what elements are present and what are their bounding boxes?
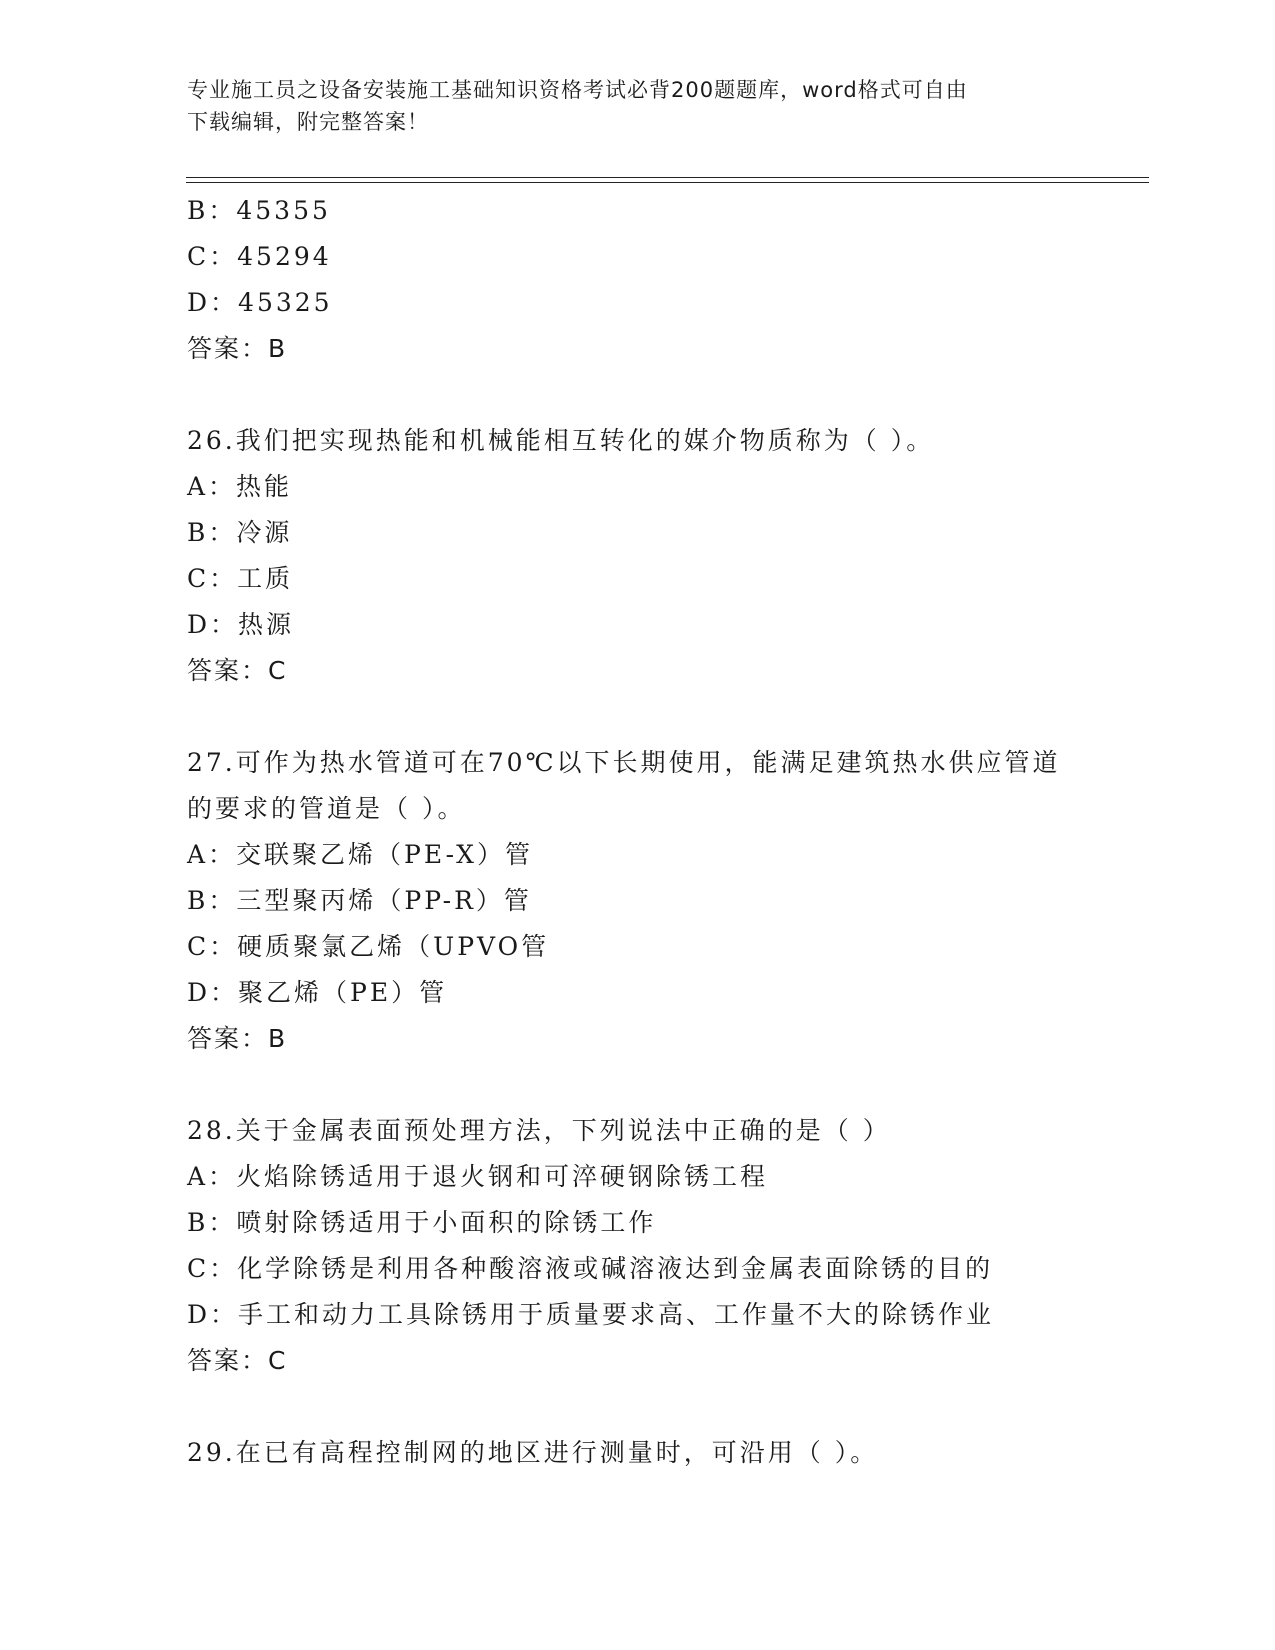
option-b: B：三型聚丙烯（PP-R）管	[187, 886, 532, 915]
question-28	[187, 1108, 1087, 1384]
option-b: B：45355	[187, 196, 331, 225]
question-29	[187, 1430, 1087, 1476]
question-list	[187, 188, 1087, 1476]
answer: 答案：C	[187, 656, 288, 685]
option-c: C：硬质聚氯乙烯（UPVO管	[187, 932, 550, 961]
question-stem: 28.关于金属表面预处理方法，下列说法中正确的是（ ）	[187, 1116, 891, 1145]
answer: 答案：B	[187, 1024, 288, 1053]
question-stem: 29.在已有高程控制网的地区进行测量时，可沿用（ ）。	[187, 1438, 879, 1467]
question-27	[187, 740, 1087, 1062]
option-a: A：交联聚乙烯（PE-X）管	[187, 840, 533, 869]
option-b: B：喷射除锈适用于小面积的除锈工作	[187, 1208, 657, 1237]
question-stem-line-2: 的要求的管道是（ ）。	[187, 794, 466, 823]
spacer	[187, 1062, 1087, 1108]
spacer	[187, 372, 1087, 418]
header-divider-bottom	[186, 182, 1149, 183]
header-divider-top	[186, 177, 1149, 178]
option-b: B：冷源	[187, 518, 293, 547]
option-c: C：化学除锈是利用各种酸溶液或碱溶液达到金属表面除锈的目的	[187, 1254, 994, 1283]
option-a: A：火焰除锈适用于退火钢和可淬硬钢除锈工程	[187, 1162, 769, 1191]
question-stem-line-1: 27.可作为热水管道可在70℃以下长期使用，能满足建筑热水供应管道	[187, 748, 1061, 777]
option-d: D：热源	[187, 610, 295, 639]
question-26	[187, 418, 1087, 694]
option-d: D：手工和动力工具除锈用于质量要求高、工作量不大的除锈作业	[187, 1300, 995, 1329]
option-c: C：45294	[187, 242, 332, 271]
header-line-2: 下载编辑，附完整答案！	[187, 110, 429, 134]
header-line-1: 专业施工员之设备安装施工基础知识资格考试必背200题题库，word格式可自由	[187, 78, 968, 102]
question-25-tail	[187, 188, 1087, 372]
document-header	[187, 74, 1067, 138]
question-stem: 26.我们把实现热能和机械能相互转化的媒介物质称为（ ）。	[187, 426, 935, 455]
answer: 答案：B	[187, 334, 288, 363]
option-d: D：聚乙烯（PE）管	[187, 978, 448, 1007]
option-d: D：45325	[187, 288, 333, 317]
option-c: C：工质	[187, 564, 294, 593]
answer: 答案：C	[187, 1346, 288, 1375]
option-a: A：热能	[187, 472, 293, 501]
spacer	[187, 694, 1087, 740]
spacer	[187, 1384, 1087, 1430]
